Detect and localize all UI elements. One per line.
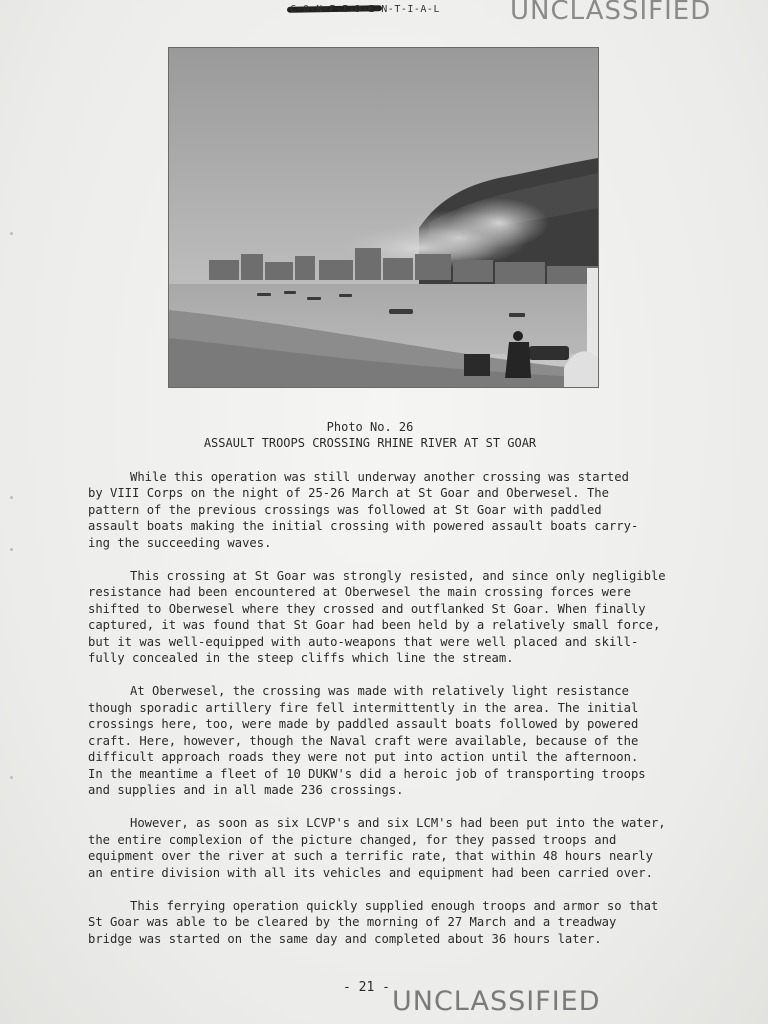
body-text: [88, 469, 720, 964]
page-number: - 21 -: [343, 980, 390, 995]
equipment: [464, 354, 490, 376]
soldier: [513, 331, 523, 341]
paragraph: This ferrying operation quickly supplied enough troops and armor so that St Goar was able to be cleared by the morning of 27 March and a treadway bridge was started on the same day and completed about 36 hours later.: [88, 898, 659, 946]
punch-mark: [10, 496, 13, 499]
punch-mark: [10, 232, 13, 235]
struck-classification: C-O-N-F-I-D-E-N-T-I-A-L: [290, 4, 440, 15]
punch-mark: [10, 548, 13, 551]
paragraph: This crossing at St Goar was strongly resisted, and since only negligible resistance had been encountered at Oberwesel the main crossing forces were shifted to Oberwesel where they crossed and outflanked St Goar. When finally captured, it was found that St Goar had been held by a relatively small force, but it was well-equipped with auto-weapons that were well placed and skill- fully concealed in the steep cliffs which line the stream.: [88, 569, 666, 666]
punch-mark: [10, 776, 13, 779]
unclassified-stamp-bottom: UNCLASSIFIED: [392, 986, 601, 1017]
paragraph: However, as soon as six LCVP's and six LCM's had been put into the water, the entire complexion of the picture changed, for they passed troops and equipment over the river at such a terrific rate, that within 48 hours nearly an entire division with all its vehicles and equipment had been carried over.: [88, 816, 666, 880]
photo-illustration: [169, 48, 598, 387]
paragraph: While this operation was still underway another crossing was started by VIII Corps on the night of 25-26 March at St Goar and Oberwesel. The pattern of the previous crossings was followed at St Goar with paddled assault boats making the initial crossing with powered assault boats carry- ing the succeeding waves.: [88, 470, 639, 550]
paragraph: At Oberwesel, the crossing was made with relatively light resistance though sporadic artillery fire fell intermittently in the area. The initial crossings here, too, were made by paddled assault boats followed by powered craft. Here, however, though the Naval craft were available, because of the difficult approach roads they were not put into action until the afternoon. In the meantime a fleet of 10 DUKW's did a heroic job of transporting troops and supplies and in all made 236 crossings.: [88, 684, 646, 797]
photo-number: Photo No. 26: [326, 420, 414, 434]
photo-caption: [170, 419, 570, 451]
river-crossing-photo: [168, 47, 599, 388]
boat-on-shore: [529, 346, 569, 360]
unclassified-stamp-top: UNCLASSIFIED: [510, 0, 712, 26]
photo-title: ASSAULT TROOPS CROSSING RHINE RIVER AT ST GOAR: [203, 436, 537, 450]
